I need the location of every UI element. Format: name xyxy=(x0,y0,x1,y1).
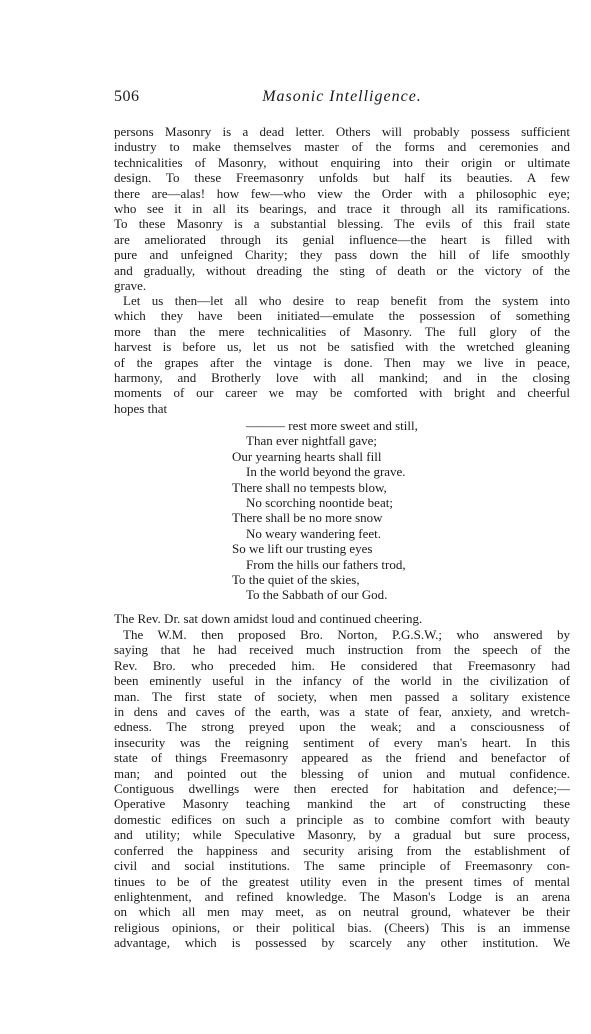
text-line: hopes that xyxy=(114,400,168,416)
text-line: pure and unfeigned Charity; they pass down the hill of life smoothly xyxy=(114,247,570,263)
paragraph-1 xyxy=(114,124,570,293)
poem-line: There shall be no more snow xyxy=(232,510,383,526)
text-line: and gradually, without dreading the sting of death or the victory of the xyxy=(114,262,570,278)
text-line: been eminently useful in the infancy of the world in the civilization of xyxy=(114,673,570,689)
poem-line: To the Sabbath of our God. xyxy=(246,587,388,603)
text-line: moments of our career we may be comforted with bright and cheerful xyxy=(114,385,570,401)
running-title: Masonic Intelligence. xyxy=(262,88,422,105)
text-line: Let us then—let all who desire to reap benefit from the system into xyxy=(123,293,570,308)
text-line: persons Masonry is a dead letter. Others will probably possess sufficient xyxy=(114,124,570,139)
text-line: Operative Masonry teaching mankind the art of constructing these xyxy=(114,796,570,812)
text-line: there are—alas! how few—who view the Order with a philosophic eye; xyxy=(114,185,570,201)
poem-line: Our yearning hearts shall fill xyxy=(232,448,382,464)
poem-line: No weary wandering feet. xyxy=(246,525,381,541)
text-line: and utility; while Speculative Masonry, by a gradual but sure process, xyxy=(114,827,570,843)
text-line: grave. xyxy=(114,278,147,294)
paragraph-3 xyxy=(114,611,570,626)
text-line: edness. The strong preyed upon the weak; and a consciousness of xyxy=(114,719,570,735)
text-line: harmony, and Brotherly love with all mankind; and in the closing xyxy=(114,370,570,386)
running-head xyxy=(114,88,570,110)
text-line: more than the mere technicalities of Masonry. The full glory of the xyxy=(114,323,570,339)
text-line: Rev. Bro. who preceded him. He considered that Freemasonry had xyxy=(114,657,570,673)
text-line: technicalities of Masonry, without enquiring into their origin or ultimate xyxy=(114,154,570,170)
text-line: Contiguous dwellings were then erected for habitation and defence;— xyxy=(114,781,570,797)
text-line: civil and social institutions. The same principle of Freemasonry con- xyxy=(114,858,570,874)
text-line: saying that he had received much instruction from the speech of the xyxy=(114,642,570,658)
poem-line: In the world beyond the grave. xyxy=(246,464,406,480)
text-line: which they have been initiated—emulate the possession of something xyxy=(114,308,570,324)
poem-line: No scorching noontide beat; xyxy=(246,495,393,511)
paragraph-2 xyxy=(114,293,570,416)
poem-line: Than ever nightfall gave; xyxy=(246,433,378,449)
text-line: advantage, which is possessed by scarcely any other institution. We xyxy=(114,935,570,951)
poem-line: To the quiet of the skies, xyxy=(232,572,360,588)
text-line: are ameliorated through its genial influence—the heart is filled with xyxy=(114,231,570,247)
text-line: who see it in all its bearings, and trace it through all its ramifications. xyxy=(114,201,570,217)
text-line: of the grapes after the vintage is done. Then may we live in peace, xyxy=(114,354,570,370)
poem-line: ——— rest more sweet and still, xyxy=(246,418,418,433)
text-line: man. The first state of society, when men passed a solitary existence xyxy=(114,688,570,704)
text-line: in dens and caves of the earth, was a state of fear, anxiety, and wretch- xyxy=(114,704,570,720)
page-number: 506 xyxy=(114,88,140,105)
text-line: enlightenment, and refined knowledge. The Mason's Lodge is an arena xyxy=(114,888,570,904)
text-line: tinues to be of the greatest utility even in the present times of mental xyxy=(114,873,570,889)
text-line: industry to make themselves master of the forms and ceremonies and xyxy=(114,139,570,155)
text-line: state of things Freemasonry appeared as the friend and benefactor of xyxy=(114,750,570,766)
text-line: insecurity was the reigning sentiment of every man's heart. In this xyxy=(114,734,570,750)
text-line: The Rev. Dr. sat down amidst loud and continued cheering. xyxy=(114,611,423,626)
text-line: To these Masonry is a substantial blessing. The evils of this frail state xyxy=(114,216,570,232)
text-line: religious opinions, or their political bias. (Cheers) This is an immense xyxy=(114,919,570,935)
paragraph-4 xyxy=(114,627,570,951)
text-line: conferred the happiness and security arising from the establishment of xyxy=(114,842,570,858)
poem-line: So we lift our trusting eyes xyxy=(232,541,373,557)
text-line: domestic edifices on such a principle as to combine comfort with beauty xyxy=(114,811,570,827)
poem-line: There shall no tempests blow, xyxy=(232,479,387,495)
text-line: design. To these Freemasonry unfolds but half its beauties. A few xyxy=(114,170,570,186)
poem-block xyxy=(232,418,418,603)
text-line: on which all men may meet, as on neutral ground, whatever be their xyxy=(114,904,570,920)
poem-line: From the hills our fathers trod, xyxy=(246,556,406,572)
text-line: man; and pointed out the blessing of union and mutual confidence. xyxy=(114,765,570,781)
text-line: The W.M. then proposed Bro. Norton, P.G.S.W.; who answered by xyxy=(123,627,570,642)
text-line: harvest is before us, let us not be satisfied with the wretched gleaning xyxy=(114,339,570,355)
